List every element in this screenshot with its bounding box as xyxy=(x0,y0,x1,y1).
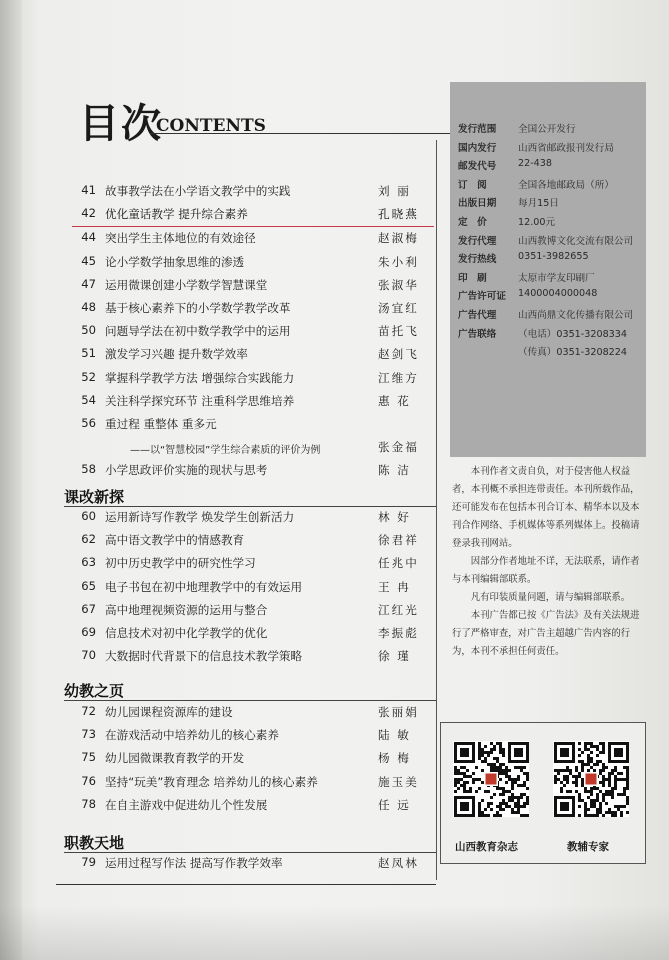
publication-info-value: 0351-3982655 xyxy=(518,251,589,263)
toc-author: 张丽娟 xyxy=(378,705,419,719)
toc-section-list xyxy=(72,852,434,875)
toc-author: 朱小利 xyxy=(378,254,419,269)
toc-main-list xyxy=(72,180,434,482)
toc-article-title: 高中地理视频资源的运用与整合 xyxy=(105,602,268,617)
toc-author: 刘 丽 xyxy=(378,184,411,198)
toc-article-title: 激发学习兴趣 提升数学效率 xyxy=(105,347,248,362)
toc-author: 赵凤林 xyxy=(378,856,419,870)
toc-entry xyxy=(72,852,434,875)
toc-author: 任 远 xyxy=(378,797,411,812)
publication-info-row xyxy=(458,158,648,174)
toc-entry xyxy=(72,390,434,413)
notice-paragraph: 因部分作者地址不详，无法联系，请作者与本刊编辑部联系。 xyxy=(452,556,640,585)
toc-entry xyxy=(72,436,434,459)
toc-page-number: 72 xyxy=(81,704,96,718)
toc-article-title: 故事教学法在小学语文教学中的实践 xyxy=(105,184,291,198)
publication-info-row xyxy=(458,251,648,267)
toc-author: 赵淑梅 xyxy=(378,231,419,246)
toc-article-title: 问题导学法在初中数学教学中的运用 xyxy=(105,324,291,339)
toc-article-title: 关注科学探究环节 注重科学思维培养 xyxy=(105,393,295,408)
toc-entry xyxy=(72,203,434,227)
publication-info-row xyxy=(458,121,648,137)
publication-info-value: 太原市学友印刷厂 xyxy=(518,272,595,284)
toc-article-title: 信息技术对初中化学教学的优化 xyxy=(105,625,268,640)
page-spine-shadow xyxy=(0,0,22,960)
publication-info-value: 每月15日 xyxy=(518,198,559,210)
publication-info-label: 发行范围 xyxy=(458,124,497,135)
toc-page-number: 47 xyxy=(81,276,96,291)
notice-paragraph: 本刊作者文责自负，对于侵害他人权益者，本刊概不承担连带责任。本刊所载作品，还可能发布在包括本刊合订本、精华本以及本刊合作网络、手机媒体等系列媒体上。投稿请登录我刊网站。 xyxy=(452,466,640,549)
section-heading: 幼教之页 xyxy=(64,682,125,700)
toc-entry xyxy=(72,227,434,250)
toc-article-title: 小学思政评价实施的现状与思考 xyxy=(105,463,268,478)
toc-page-number: 51 xyxy=(81,346,96,361)
toc-entry xyxy=(72,529,434,552)
publication-info-label: 定 价 xyxy=(458,217,487,228)
toc-page-number: 50 xyxy=(81,323,96,338)
toc-page-number: 70 xyxy=(81,648,96,663)
toc-article-title: 幼儿园微课教育教学的开发 xyxy=(105,751,245,766)
publication-info-row xyxy=(458,270,648,286)
toc-article-title: 坚持“玩美”教育理念 培养幼儿的核心素养 xyxy=(105,774,318,789)
toc-page-number: 42 xyxy=(81,206,96,221)
toc-page-number: 79 xyxy=(81,855,96,869)
toc-page-number: 73 xyxy=(81,727,96,742)
toc-page-number: 75 xyxy=(81,750,96,765)
publication-info-label: 印 刷 xyxy=(458,272,487,284)
toc-article-title: 重过程 重整体 重多元 xyxy=(105,416,217,431)
toc-page-number: 76 xyxy=(81,773,96,788)
toc-author: 惠 花 xyxy=(378,393,411,408)
publication-info-label: 邮发代号 xyxy=(458,161,497,173)
toc-page-number: 65 xyxy=(81,578,96,593)
toc-author: 任兆中 xyxy=(378,556,419,571)
toc-author: 王 冉 xyxy=(378,579,411,594)
notice-paragraph: 凡有印装质量问题，请与编辑部联系。 xyxy=(470,592,631,603)
toc-article-title: 运用微课创建小学数学智慧课堂 xyxy=(105,277,268,292)
toc-article-title: 基于核心素养下的小学数学教学改革 xyxy=(105,300,291,315)
toc-author: 林 好 xyxy=(378,510,411,524)
toc-entry xyxy=(72,251,434,274)
publication-info-value: （电话）0351-3208334 xyxy=(518,328,627,340)
toc-article-title: 大数据时代背景下的信息技术教学策略 xyxy=(105,649,303,664)
toc-entry xyxy=(72,297,434,320)
toc-entry xyxy=(72,622,434,645)
toc-entry xyxy=(72,794,434,817)
toc-entry xyxy=(72,274,434,297)
toc-page-number: 45 xyxy=(81,253,96,268)
toc-page-number: 54 xyxy=(81,392,96,407)
toc-page-number: 56 xyxy=(81,415,96,430)
toc-author: 苗托飞 xyxy=(378,324,419,339)
toc-page-number: 63 xyxy=(81,555,96,570)
publication-info-value: 全国公开发行 xyxy=(518,124,576,135)
qr-code-label: 教辅专家 xyxy=(567,841,609,853)
publication-info-value: 山西尚鼎文化传播有限公司 xyxy=(518,310,634,321)
publication-info-label: 订 阅 xyxy=(458,179,487,191)
toc-entry xyxy=(72,771,434,794)
notice-block xyxy=(452,463,640,661)
toc-article-title: 突出学生主体地位的有效途径 xyxy=(105,231,256,246)
publication-info-row xyxy=(458,233,648,249)
toc-page-number: 69 xyxy=(81,624,96,639)
toc-author: 孔晓燕 xyxy=(378,207,419,222)
title-divider xyxy=(150,133,450,134)
toc-page-number: 67 xyxy=(81,601,96,616)
toc-article-title: 幼儿园课程资源库的建设 xyxy=(105,705,233,719)
publication-info-row xyxy=(458,326,648,342)
toc-article-title: 运用新诗写作教学 焕发学生创新活力 xyxy=(105,510,295,524)
toc-author: 江维方 xyxy=(378,370,419,385)
section-heading: 职教天地 xyxy=(64,834,125,852)
publication-info-value: 1400004000048 xyxy=(518,288,598,300)
toc-article-title: 论小学数学抽象思维的渗透 xyxy=(105,254,245,269)
toc-section-list xyxy=(72,701,434,817)
toc-author: 杨 梅 xyxy=(378,751,411,766)
publication-info-row xyxy=(458,307,648,323)
qr-code-image xyxy=(553,741,629,817)
page-title: 目次 xyxy=(79,101,163,147)
page-edge-shadow xyxy=(0,905,669,960)
toc-page-number: 52 xyxy=(81,369,96,384)
toc-author: 汤宜红 xyxy=(378,300,419,315)
column-divider xyxy=(436,140,437,880)
toc-page-number: 60 xyxy=(81,509,96,523)
toc-article-title: 运用过程写作法 提高写作教学效率 xyxy=(105,856,283,870)
toc-section-list xyxy=(72,506,434,668)
toc-page-number: 44 xyxy=(81,230,96,245)
page-title-english: CONTENTS xyxy=(156,116,266,136)
toc-page-number: 78 xyxy=(81,796,96,811)
toc-article-title: 在游戏活动中培养幼儿的核心素养 xyxy=(105,728,279,743)
toc-author: 李振彪 xyxy=(378,625,419,640)
toc-entry xyxy=(72,576,434,599)
toc-entry xyxy=(72,413,434,436)
toc-author: 陈 洁 xyxy=(378,463,411,478)
toc-article-title: 高中语文教学中的情感教育 xyxy=(105,533,245,548)
toc-page-number: 58 xyxy=(81,462,96,477)
publication-info-row xyxy=(458,288,648,304)
toc-article-title: 在自主游戏中促进幼儿个性发展 xyxy=(105,797,268,812)
toc-entry xyxy=(72,701,434,724)
publication-info-label: 国内发行 xyxy=(458,142,497,154)
publication-info-value: 山西教博文化交流有限公司 xyxy=(518,235,634,247)
publication-info-row xyxy=(458,344,648,360)
toc-article-title: 掌握科学教学方法 增强综合实践能力 xyxy=(105,370,295,385)
publication-info-label: 发行热线 xyxy=(458,254,497,266)
publication-info-label: 出版日期 xyxy=(458,198,497,210)
bottom-divider xyxy=(56,884,436,885)
publication-info-value: 12.00元 xyxy=(518,217,556,228)
toc-article-title: 初中历史教学中的研究性学习 xyxy=(105,556,256,571)
qr-code-box xyxy=(440,722,646,864)
toc-author: 江红光 xyxy=(378,602,419,617)
toc-entry xyxy=(72,459,434,482)
toc-page-number: 41 xyxy=(81,183,96,197)
publication-info-row xyxy=(458,177,648,193)
publication-info-row xyxy=(458,214,648,230)
toc-author: 施玉美 xyxy=(378,774,419,789)
section-heading: 课改新探 xyxy=(64,488,125,506)
toc-entry xyxy=(72,343,434,366)
toc-entry xyxy=(72,320,434,343)
toc-page-number: 48 xyxy=(81,299,96,314)
publication-info-value: 山西省邮政报刊发行局 xyxy=(518,142,614,154)
toc-entry xyxy=(72,552,434,575)
toc-page-number: 62 xyxy=(81,532,96,547)
toc-author: 赵剑飞 xyxy=(378,347,419,362)
publication-info-row xyxy=(458,140,648,156)
publication-info-label: 发行代理 xyxy=(458,235,497,247)
toc-entry xyxy=(72,180,434,203)
toc-entry xyxy=(72,645,434,668)
qr-code-label: 山西教育杂志 xyxy=(455,841,518,853)
publication-info-label: 广告代理 xyxy=(458,310,497,321)
toc-article-title: ——以“智慧校园”学生综合素质的评价为例 xyxy=(130,445,321,457)
publication-info-value: （传真）0351-3208224 xyxy=(518,347,627,359)
publication-info-value: 全国各地邮政局（所） xyxy=(518,179,614,191)
toc-author: 张金福 xyxy=(378,440,419,455)
toc-author: 张淑华 xyxy=(378,277,419,292)
toc-author: 徐君祥 xyxy=(378,533,419,548)
toc-entry xyxy=(72,367,434,390)
publication-info-row xyxy=(458,195,648,211)
publication-info-label: 广告联络 xyxy=(458,328,497,340)
toc-entry xyxy=(72,599,434,622)
toc-article-title: 电子书包在初中地理教学中的有效运用 xyxy=(105,579,303,594)
publication-info-value: 22-438 xyxy=(518,158,552,170)
toc-article-title: 优化童话教学 提升综合素养 xyxy=(105,207,248,222)
toc-author: 徐 瑾 xyxy=(378,649,411,664)
toc-entry xyxy=(72,506,434,529)
notice-paragraph: 本刊广告都已按《广告法》及有关法规进行了严格审查，对广告主超越广告内容的行为，本刊不承担任何责任。 xyxy=(452,610,640,657)
toc-entry xyxy=(72,747,434,770)
qr-code-image xyxy=(453,741,529,817)
toc-entry xyxy=(72,724,434,747)
publication-info-label: 广告许可证 xyxy=(458,291,506,303)
toc-author: 陆 敏 xyxy=(378,728,411,743)
